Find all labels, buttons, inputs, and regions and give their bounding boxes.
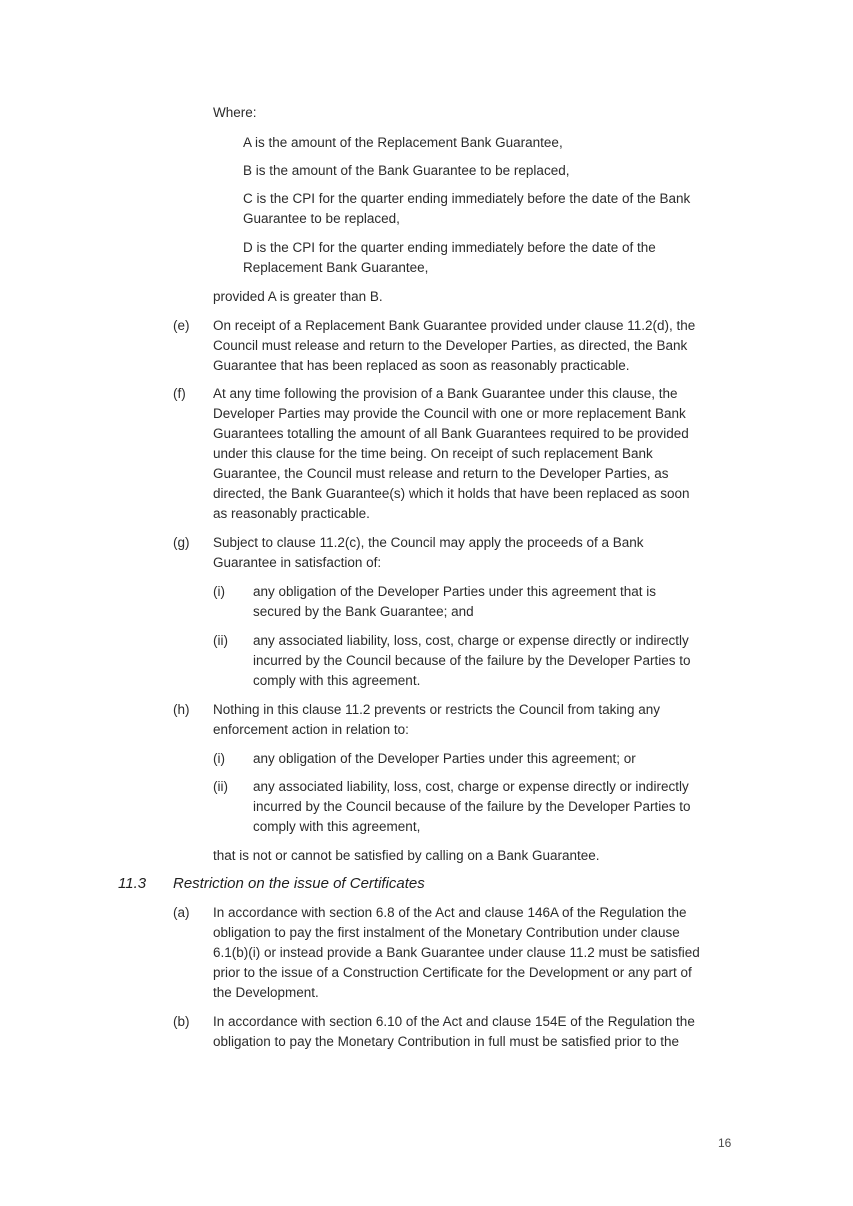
definition-c-line2: Guarantee to be replaced, <box>243 211 400 226</box>
definition-a: A is the amount of the Replacement Bank Guarantee, <box>243 135 563 150</box>
definition-b: B is the amount of the Bank Guarantee to be replaced, <box>243 163 570 178</box>
definition-d-line2: Replacement Bank Guarantee, <box>243 260 429 275</box>
clause-f-line: as reasonably practicable. <box>213 506 370 521</box>
clause-f-line: At any time following the provision of a Bank Guarantee under this clause, the <box>213 386 678 401</box>
clause-g-line: Subject to clause 11.2(c), the Council may apply the proceeds of a Bank <box>213 535 644 550</box>
clause-e-label: (e) <box>173 318 190 333</box>
clause-h-i-line: any obligation of the Developer Parties under this agreement; or <box>253 751 636 766</box>
section-a-line: 6.1(b)(i) or instead provide a Bank Guarantee under clause 11.2 must be satisfied <box>213 945 700 960</box>
clause-e-line: Council must release and return to the Developer Parties, as directed, the Bank <box>213 338 688 353</box>
section-b-label: (b) <box>173 1014 190 1029</box>
clause-f-line: directed, the Bank Guarantee(s) which it holds that have been replaced as soon <box>213 486 690 501</box>
where-label: Where: <box>213 105 257 120</box>
clause-f-line: Developer Parties may provide the Council with one or more replacement Bank <box>213 406 686 421</box>
proviso-text: provided A is greater than B. <box>213 289 383 304</box>
clause-h-ii-label: (ii) <box>213 779 228 794</box>
clause-h-ii-line: any associated liability, loss, cost, charge or expense directly or indirectly <box>253 779 689 794</box>
clause-g-ii-line: any associated liability, loss, cost, charge or expense directly or indirectly <box>253 633 689 648</box>
clause-h-line: Nothing in this clause 11.2 prevents or restricts the Council from taking any <box>213 702 660 717</box>
clause-h-tail: that is not or cannot be satisfied by calling on a Bank Guarantee. <box>213 848 600 863</box>
section-a-line: prior to the issue of a Construction Certificate for the Development or any part of <box>213 965 692 980</box>
section-b-line: obligation to pay the Monetary Contribution in full must be satisfied prior to the <box>213 1034 680 1049</box>
clause-g-ii-label: (ii) <box>213 633 228 648</box>
clause-g-ii-line: comply with this agreement. <box>253 673 421 688</box>
clause-f-line: Guarantees totalling the amount of all Bank Guarantees required to be provided <box>213 426 689 441</box>
clause-f-line: under this clause for the time being. On receipt of such replacement Bank <box>213 446 653 461</box>
definition-d-line1: D is the CPI for the quarter ending immediately before the date of the <box>243 240 656 255</box>
clause-f-line: Guarantee, the Council must release and return to the Developer Parties, as <box>213 466 669 481</box>
section-a-label: (a) <box>173 905 190 920</box>
clause-g-ii-line: incurred by the Council because of the failure by the Developer Parties to <box>253 653 691 668</box>
definition-c-line1: C is the CPI for the quarter ending immediately before the date of the Bank <box>243 191 691 206</box>
page-number: 16 <box>718 1136 732 1150</box>
clause-g-i-line: any obligation of the Developer Parties under this agreement that is <box>253 584 656 599</box>
clause-h-label: (h) <box>173 702 190 717</box>
section-b-line: In accordance with section 6.10 of the Act and clause 154E of the Regulation the <box>213 1014 695 1029</box>
clause-h-line: enforcement action in relation to: <box>213 722 409 737</box>
clause-g-i-line: secured by the Bank Guarantee; and <box>253 604 474 619</box>
clause-f-label: (f) <box>173 386 186 401</box>
section-number: 11.3 <box>118 875 147 892</box>
clause-e-line: On receipt of a Replacement Bank Guarantee provided under clause 11.2(d), the <box>213 318 696 333</box>
clause-g-i-label: (i) <box>213 584 225 599</box>
section-title: Restriction on the issue of Certificates <box>173 875 425 892</box>
clause-h-ii-line: incurred by the Council because of the failure by the Developer Parties to <box>253 799 691 814</box>
clause-h-i-label: (i) <box>213 751 225 766</box>
section-a-line: In accordance with section 6.8 of the Act and clause 146A of the Regulation the <box>213 905 687 920</box>
clause-g-label: (g) <box>173 535 190 550</box>
section-a-line: obligation to pay the first instalment of the Monetary Contribution under clause <box>213 925 680 940</box>
clause-g-line: Guarantee in satisfaction of: <box>213 555 382 570</box>
clause-e-line: Guarantee that has been replaced as soon as reasonably practicable. <box>213 358 630 373</box>
section-a-line: the Development. <box>213 985 319 1000</box>
clause-h-ii-line: comply with this agreement, <box>253 819 421 834</box>
